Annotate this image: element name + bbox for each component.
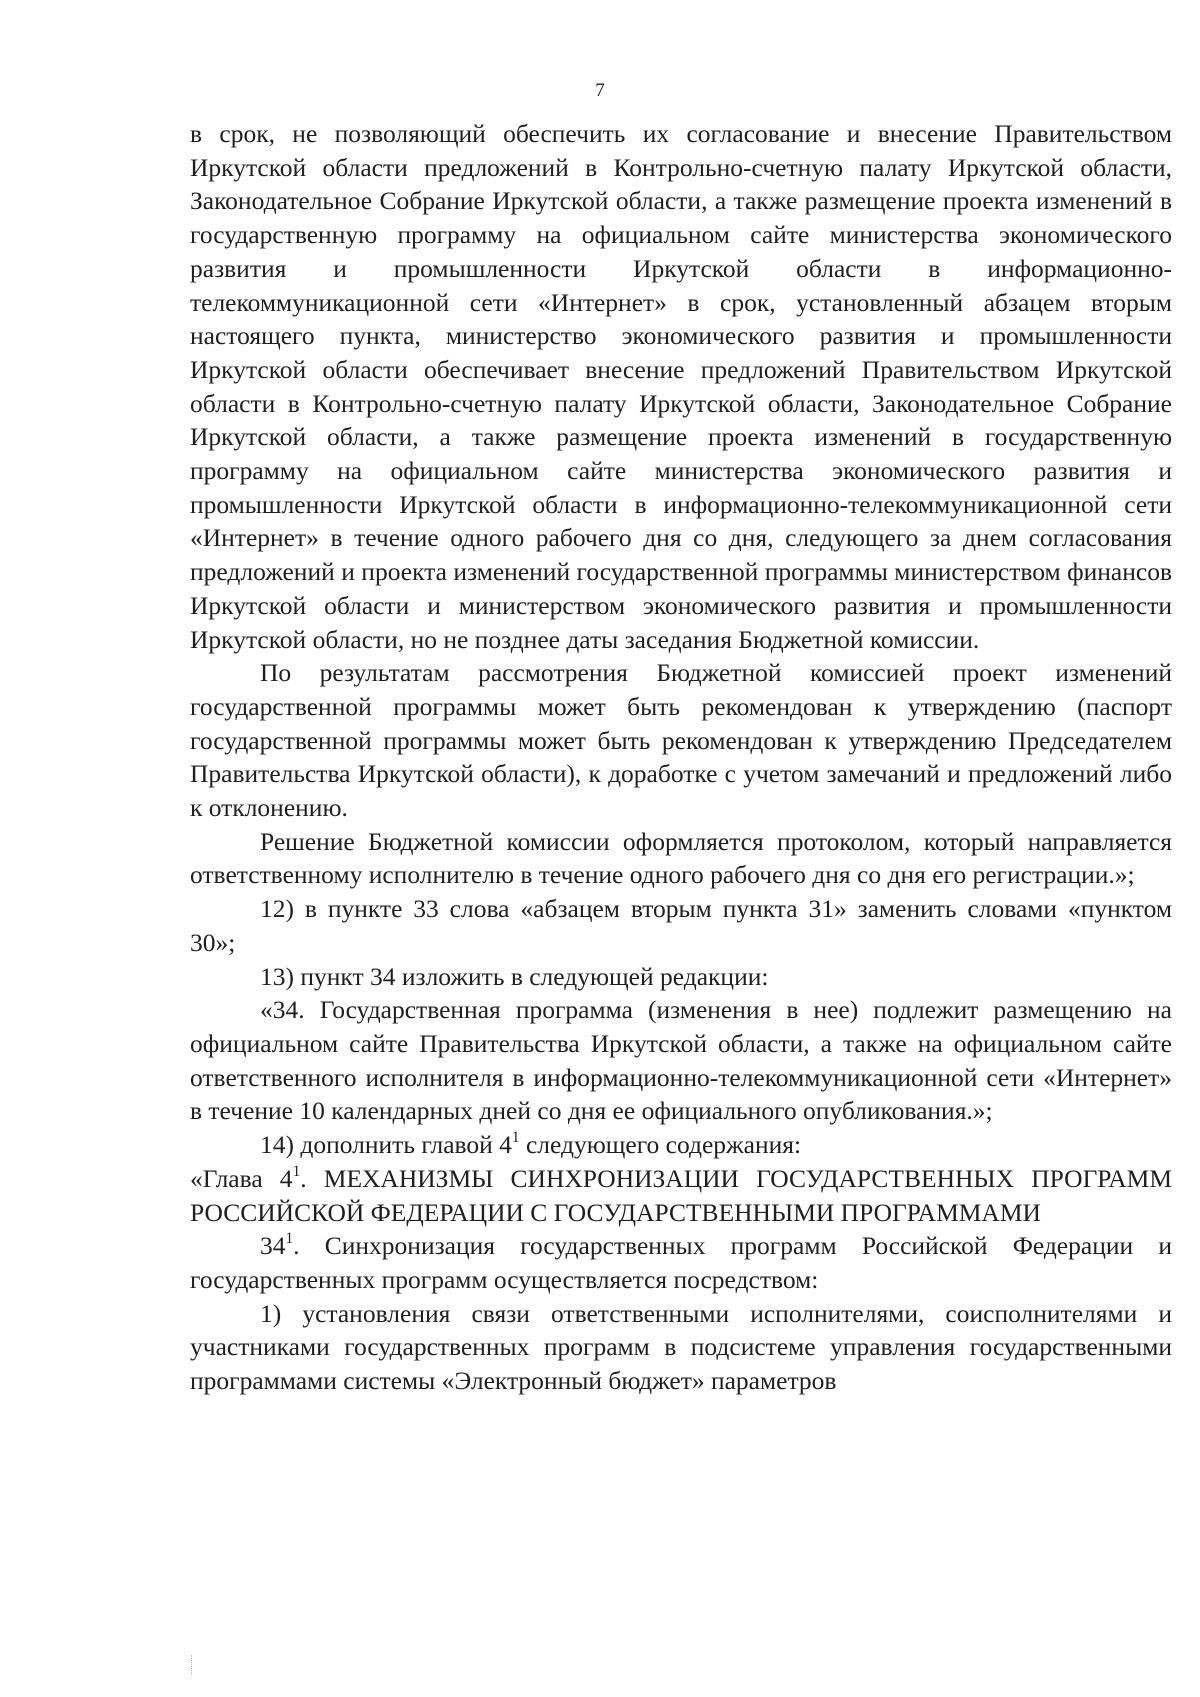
chapter-heading [190, 1162, 1172, 1229]
chapter-heading-text: . МЕХАНИЗМЫ СИНХРОНИЗАЦИИ ГОСУДАРСТВЕННЫХ ПРОГРАММ РОССИЙСКОЙ ФЕДЕРАЦИИ С ГОСУДАРСТВЕННЫМИ ПРОГРАММАМИ [190, 1163, 1172, 1227]
paragraph: в срок, не позволяющий обеспечить их согласование и внесение Правительством Иркутской области предложений в Контрольно-счетную палату Иркутской области, Законодательное Собрание Иркутской области, а также размещение проекта изменений в государственную программу на официальном сайте министерства экономического развития и промышленности Иркутской области в информационно-телекоммуникационной сети «Интернет» в срок, установленный абзацем вторым настоящего пункта, министерство экономического развития и промышленности Иркутской области обеспечивает внесение предложений Правительством Иркутской области в Контрольно-счетную палату Иркутской области, Законодательное Собрание Иркутской области, а также размещение проекта изменений в государственную программу на официальном сайте министерства экономического развития и промышленности Иркутской области в информационно-телекоммуникационной сети «Интернет» в течение одного рабочего дня со дня, следующего за днем согласования предложений и проекта изменений государственной программы министерством финансов Иркутской области и министерством экономического развития и промышленности Иркутской области, но не позднее даты заседания Бюджетной комиссии. [190, 119, 1172, 654]
list-item-text: 14) дополнить главой 4 [260, 1130, 512, 1160]
scan-mark [191, 1655, 194, 1675]
document-body [190, 117, 1172, 1398]
chapter-heading-text: «Глава 4 [190, 1163, 293, 1193]
superscript: 1 [285, 1230, 294, 1248]
superscript: 1 [292, 1162, 301, 1180]
paragraph [190, 1229, 1172, 1296]
paragraph-text: 34 [260, 1231, 286, 1261]
list-item-text: следующего содержания: [519, 1130, 802, 1160]
list-item: 12) в пункте 33 слова «абзацем вторым пункта 31» заменить словами «пунктом 30»; [190, 894, 1172, 957]
list-item: 13) пункт 34 изложить в следующей редакции: [260, 961, 769, 991]
paragraph: По результатам рассмотрения Бюджетной комиссией проект изменений государственной программы может быть рекомендован к утверждению (паспорт государственной программы может быть рекомендован к утверждению Председателем Правительства Иркутской области), к доработке с учетом замечаний и предложений либо к отклонению. [190, 658, 1172, 823]
paragraph-text: . Синхронизация государственных программ Российской Федерации и государственных программ осуществляется посредством: [190, 1231, 1172, 1294]
list-item [190, 1128, 1172, 1162]
superscript: 1 [511, 1129, 520, 1147]
paragraph: «34. Государственная программа (изменения в нее) подлежит размещению на официальном сайте Правительства Иркутской области, а также на официальном сайте ответственного исполнителя в информационно-телекоммуникационной сети «Интернет» в течение 10 календарных дней со дня ее официального опубликования.»; [190, 995, 1172, 1126]
paragraph: 1) установления связи ответственными исполнителями, соисполнителями и участниками государственных программ в подсистеме управления государственными программами системы «Электронный бюджет» параметров [190, 1298, 1172, 1396]
paragraph: Решение Бюджетной комиссии оформляется протоколом, который направляется ответственному исполнителю в течение одного рабочего дня со дня его регистрации.»; [190, 826, 1172, 890]
page-number: 7 [595, 80, 605, 101]
